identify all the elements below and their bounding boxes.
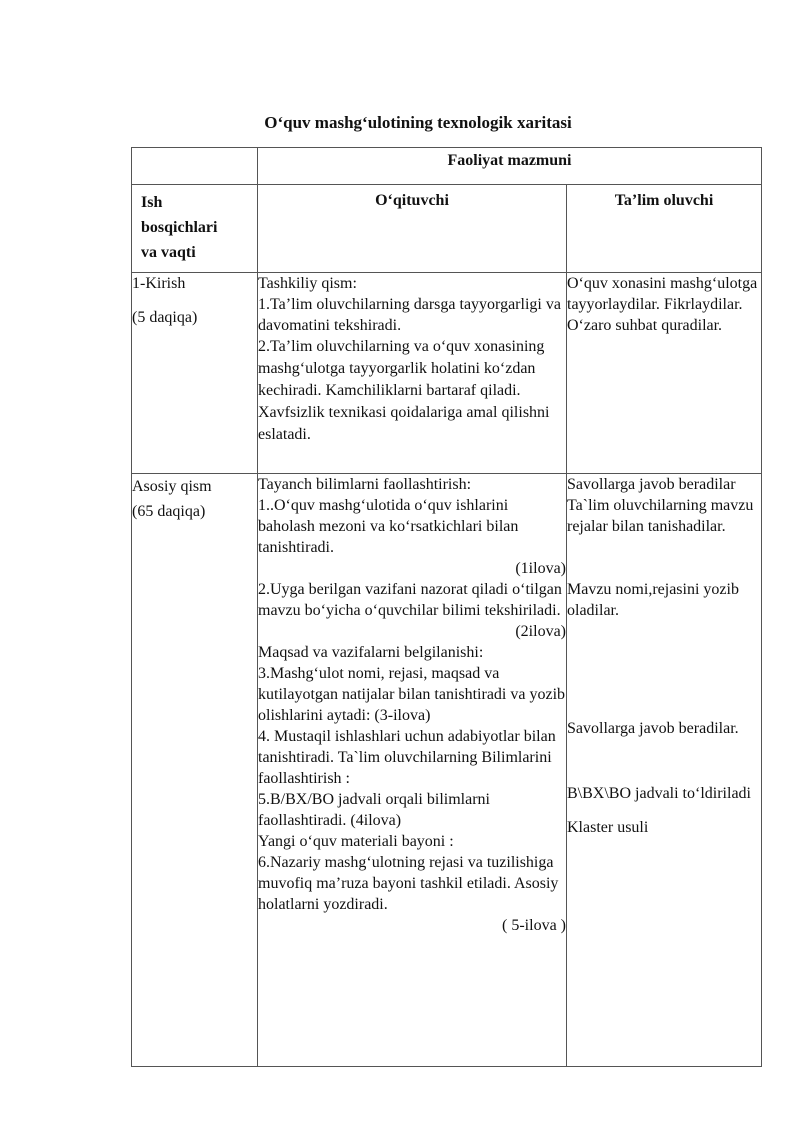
learner-column-header: Ta’lim oluvchi	[567, 185, 762, 273]
empty-header-cell	[132, 148, 258, 185]
table-row	[132, 474, 762, 1067]
teacher-column-header: O‘qituvchi	[258, 185, 567, 273]
teacher-cell: Tashkiliy qism: 1.Ta’lim oluvchilarning darsga tayyorgarligi va davomatini tekshiradi. 2.Ta’lim oluvchilarning va o‘quv xonasining mashg‘ulotga tayyorgarlik holatini ko‘zdan kechiradi. Kamchiliklarni bartaraf qiladi. Xavfsizlik texnikasi qoidalariga amal qilishni eslatadi.	[258, 273, 567, 474]
document-title: O‘quv mashg‘ulotining texnologik xaritasi	[264, 113, 572, 132]
table-header-row	[132, 148, 762, 185]
learner-cell: O‘quv xonasini mashg‘ulotga tayyorlaydilar. Fikrlaydilar. O‘zaro suhbat quradilar.	[567, 273, 762, 474]
activity-content-header: Faoliyat mazmuni	[258, 148, 762, 185]
stage-column-header: Ish bosqichlari va vaqti	[132, 185, 258, 273]
learner-cell: Savollarga javob beradilar Ta`lim oluvchilarning mavzu rejalar bilan tanishadilar. Mavzu nomi,rejasini yozib oladilar. Savollarga javob beradilar. B\BX\BO jadvali to‘ldiriladi Klaster usuli	[567, 474, 762, 1067]
table-subheader-row	[132, 185, 762, 273]
table-row	[132, 273, 762, 474]
technology-map-table	[131, 147, 762, 1067]
stage-cell: Asosiy qism (65 daqiqa)	[132, 474, 258, 1067]
stage-cell: 1-Kirish (5 daqiqa)	[132, 273, 258, 474]
teacher-cell: Tayanch bilimlarni faollashtirish: 1..O‘quv mashg‘ulotida o‘quv ishlarini baholash mezoni va ko‘rsatkichlari bilan tanishtiradi. (1ilova) 2.Uyga berilgan vazifani nazorat qiladi o‘tilgan mavzu bo‘yicha o‘quvchilar bilimi tekshiriladi. (2ilova) Maqsad va vazifalarni belgilanishi: 3.Mashg‘ulot nomi, rejasi, maqsad va kutilayotgan natijalar bilan tanishtiradi va yozib olishlarini aytadi: (3-ilova) 4. Mustaqil ishlashlari uchun adabiyotlar bilan tanishtiradi. Ta`lim oluvchilarning Bilimlarini faollashtirish : 5.B/BX/BO jadvali orqali bilimlarni faollashtiradi. (4ilova) Yangi o‘quv materiali bayoni : 6.Nazariy mashg‘ulotning rejasi va tuzilishiga muvofiq ma’ruza bayoni tashkil etiladi. Asosiy holatlarni yozdiradi. ( 5-ilova )	[258, 474, 567, 1067]
